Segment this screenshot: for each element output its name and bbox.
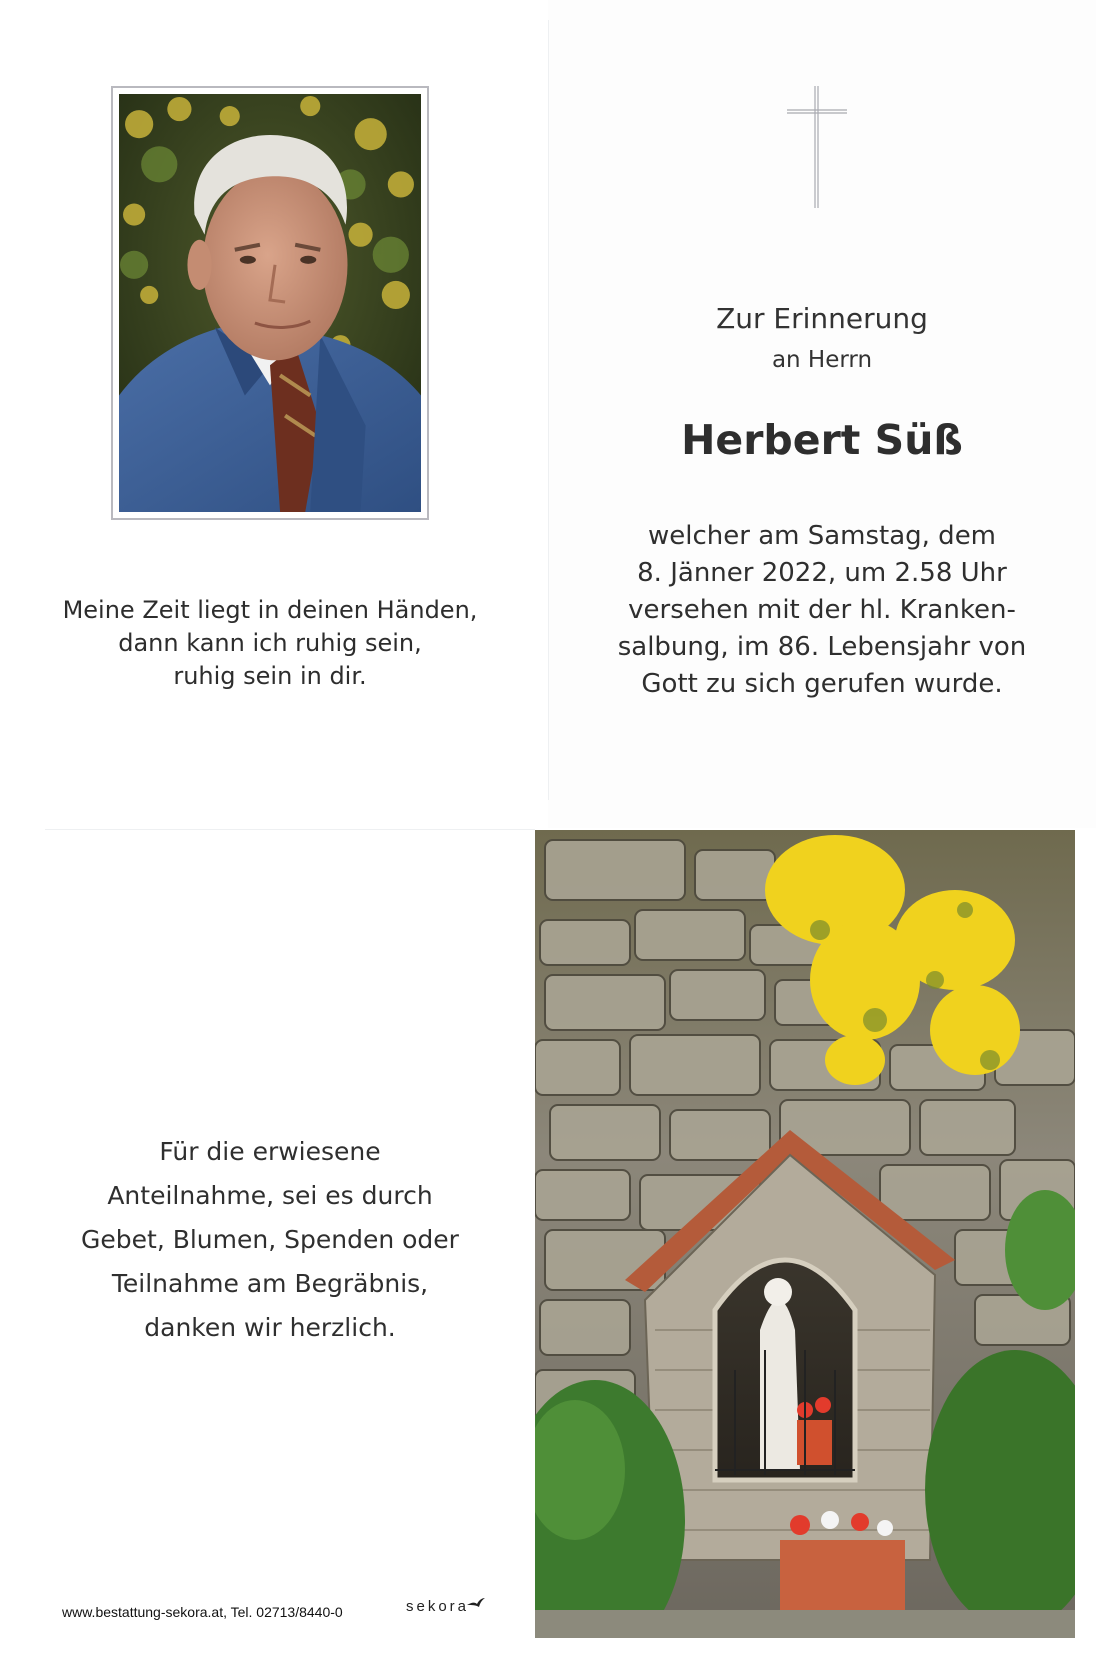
thanks-line: danken wir herzlich. (144, 1313, 396, 1342)
verse-line: dann kann ich ruhig sein, (118, 629, 422, 657)
thanks-line: Gebet, Blumen, Spenden oder (81, 1225, 459, 1254)
notice-line: welcher am Samstag, dem (647, 521, 997, 551)
verse-line: Meine Zeit liegt in deinen Händen, (62, 596, 478, 624)
notice-line: Gott zu sich gerufen wurde. (641, 669, 1003, 699)
deceased-name: Herbert Süß (681, 416, 963, 464)
thanks-line: Anteilnahme, sei es durch (107, 1181, 433, 1210)
sekora-logo (406, 1596, 486, 1630)
thanks-line: Teilnahme am Begräbnis, (111, 1269, 429, 1298)
verse-line: ruhig sein in dir. (173, 662, 367, 690)
thanks-text (40, 1130, 500, 1350)
verse (20, 594, 520, 693)
fold-line-horizontal (45, 829, 535, 830)
logo-text: sekora (406, 1598, 470, 1615)
shrine-photo (535, 830, 1075, 1638)
notice-line: salbung, im 86. Lebensjahr von (617, 632, 1027, 662)
footer-contact: www.bestattung-sekora.at, Tel. 02713/8440-0 (62, 1604, 343, 1620)
cross-icon (785, 84, 849, 210)
fold-line-vertical (548, 20, 549, 800)
thanks-line: Für die erwiesene (159, 1137, 381, 1166)
notice-line: 8. Jänner 2022, um 2.58 Uhr (637, 558, 1007, 588)
portrait-photo (119, 94, 421, 512)
death-notice (598, 518, 1046, 703)
portrait-frame (111, 86, 429, 520)
notice-line: versehen mit der hl. Kranken- (628, 595, 1016, 625)
remembrance-heading: Zur Erinnerung (716, 302, 928, 335)
salutation: an Herrn (771, 347, 873, 373)
bird-icon (466, 1596, 486, 1610)
